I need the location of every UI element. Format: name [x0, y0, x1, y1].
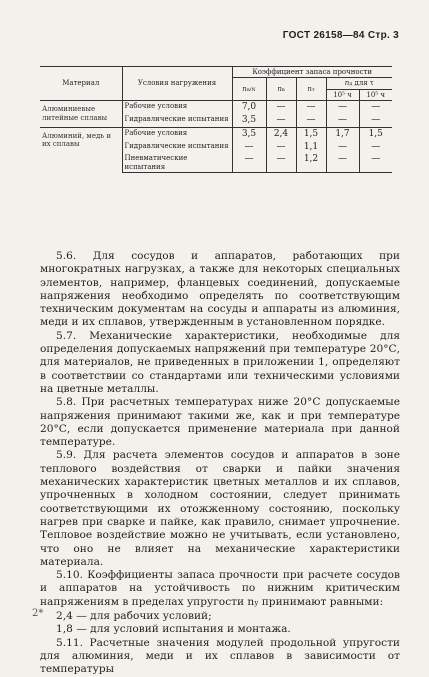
cell: — — [232, 153, 266, 172]
cell: 1,1 — [296, 141, 326, 154]
paragraph-5-11: 5.11. Расчетные значения модулей продольной упругости для алюминия, меди и их сплавов в зависимости от температуры — [40, 636, 400, 676]
header-coefficient: Коэффициент запаса прочности — [232, 67, 392, 78]
cell: 2,4 — [266, 127, 296, 140]
header-material: Материал — [40, 67, 122, 101]
page-header: ГОСТ 26158—84 Стр. 3 — [282, 30, 399, 41]
cell: — — [359, 101, 392, 114]
cell: — — [266, 101, 296, 114]
header-nd: nд для τ — [326, 78, 392, 89]
paragraph-5-8: 5.8. При расчетных температурах ниже 20°С допускаемые напряжения принимают такими же, как и при температуре 20°С, если допускается применение материала при данной температуре. — [40, 396, 400, 449]
header-nb: nв/N — [232, 78, 266, 101]
paragraph-5-10: 5.10. Коэффициенты запаса прочности при расчете сосудов и аппаратов на устойчивость по нижним критическим напряжениям в пределах упругости nу принимают равными: — [40, 569, 400, 608]
list-item-1: 2,4 — для рабочих условий; — [56, 610, 212, 623]
row-condition: Гидравлические испытания — [122, 141, 232, 154]
cell: — — [296, 101, 326, 114]
body-text — [40, 250, 400, 677]
cell: — — [296, 114, 326, 127]
cell: — — [359, 114, 392, 127]
table-row — [40, 101, 392, 114]
cell: 1,2 — [296, 153, 326, 172]
row-condition: Рабочие условия — [122, 101, 232, 114]
cell: — — [326, 101, 359, 114]
cell: 7,0 — [232, 101, 266, 114]
safety-factor-table — [40, 66, 392, 173]
page-number: 2* — [32, 608, 44, 619]
header-time-1: 10⁵ ч — [326, 89, 359, 100]
row-condition: Гидравлические испытания — [122, 114, 232, 127]
cell: — — [359, 153, 392, 172]
cell: — — [266, 153, 296, 172]
cell: — — [266, 141, 296, 154]
cell: — — [359, 141, 392, 154]
header-nt: nт — [296, 78, 326, 101]
list-item-2: 1,8 — для условий испытания и монтажа. — [56, 623, 291, 636]
table-row — [40, 127, 392, 140]
paragraph-5-9: 5.9. Для расчета элементов сосудов и аппаратов в зоне теплового воздействия от сварки и пайки значения механических характеристик цветных металлов и их сплавов, упрочненных в холодном состоянии, следует принимать соответствующими их отожженному состоянию, поскольку нагрев при сварке и пайке, как правило, снимает упрочнение. Тепловое воздействие можно не учитывать, если установлено, что оно не влияет на механические характеристики материала. — [40, 449, 400, 568]
header-nv: nв — [266, 78, 296, 101]
cell: — — [266, 114, 296, 127]
paragraph-5-6: 5.6. Для сосудов и аппаратов, работающих при многократных нагрузках, а также для некоторых специальных элементов, например, фланцевых соединений, допускаемые напряжения необходимо определять по соответствующим техническим документам на сосуды и аппараты из алюминия, меди и их сплавов, утвержденным в установленном порядке. — [40, 250, 400, 329]
cell: — — [232, 141, 266, 154]
cell: 1,7 — [326, 127, 359, 140]
cell: 1,5 — [359, 127, 392, 140]
cell: 1,5 — [296, 127, 326, 140]
row-material: Алюминиевые литейные сплавы — [40, 101, 122, 128]
header-time-2: 10⁵ ч — [359, 89, 392, 100]
row-material: Алюминий, медь и их сплавы — [40, 127, 122, 172]
row-condition: Рабочие условия — [122, 127, 232, 140]
cell: 3,5 — [232, 127, 266, 140]
row-condition: Пневматические испытания — [122, 153, 232, 172]
cell: — — [326, 153, 359, 172]
cell: — — [326, 141, 359, 154]
paragraph-5-7: 5.7. Механические характеристики, необходимые для определения допускаемых напряжений при температуре 20°С, для материалов, не приведенных в приложении 1, определяют в соответствии со стандартами или техническими условиями на цветные металлы. — [40, 329, 400, 395]
cell: 3,5 — [232, 114, 266, 127]
header-conditions: Условия нагружения — [122, 67, 232, 101]
cell: — — [326, 114, 359, 127]
